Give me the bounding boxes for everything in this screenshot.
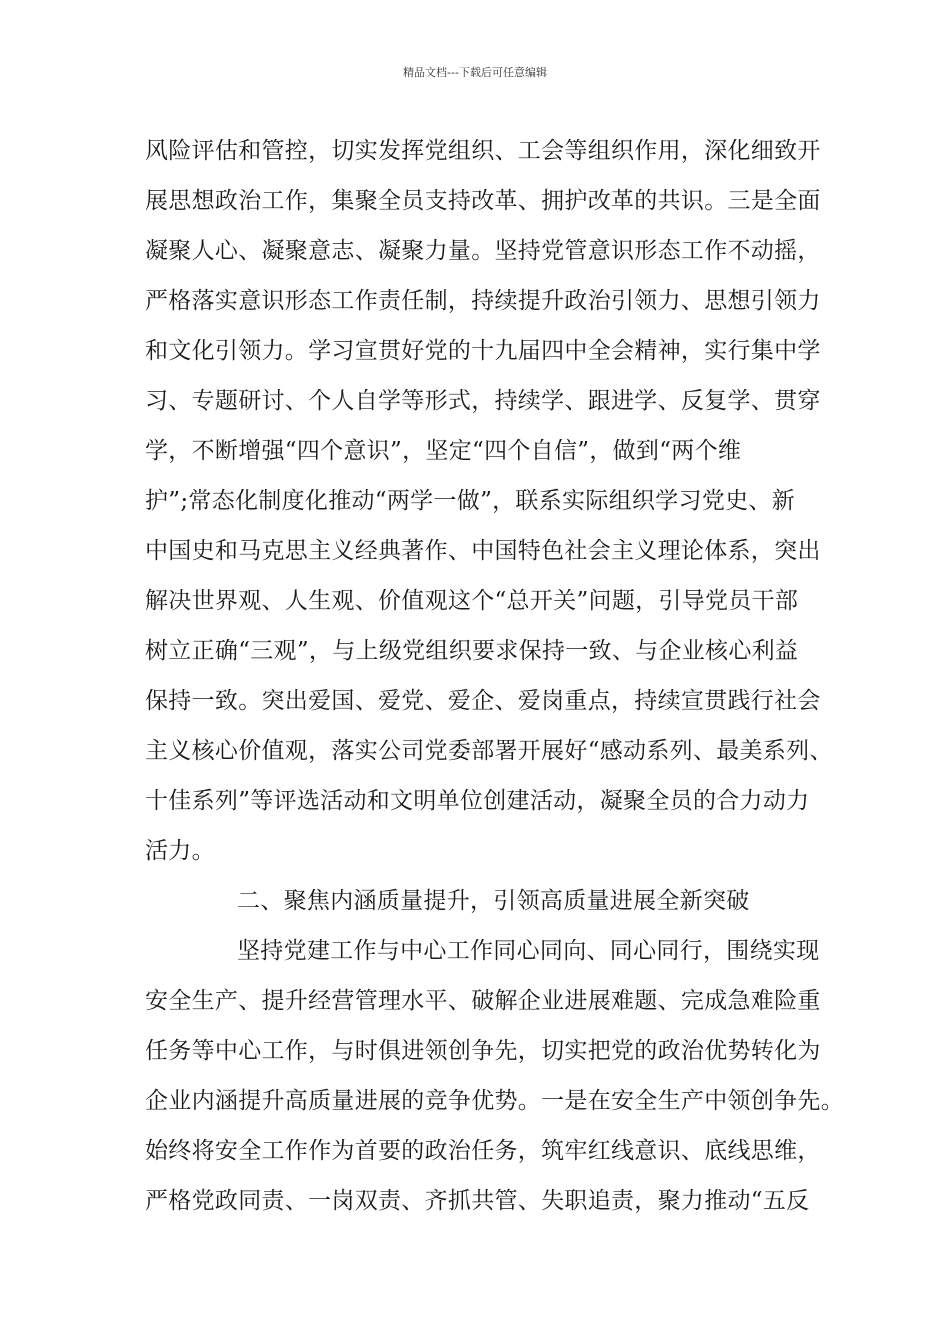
body-line: 护”;常态化制度化推动“两学一做”，联系实际组织学习党史、新 [145,488,796,514]
body-line: 习、专题研讨、个人自学等形式，持续学、跟进学、反复学、贯穿 [145,388,821,414]
body-line: 活力。 [145,838,215,864]
body-line: 安全生产、提升经营管理水平、破解企业进展难题、完成急难险重 [145,988,821,1014]
body-line: 严格落实意识形态工作责任制，持续提升政治引领力、思想引领力 [145,288,821,314]
body-line: 十佳系列”等评选活动和文明单位创建活动，凝聚全员的合力动力 [145,788,810,814]
body-line: 和文化引领力。学习宣贯好党的十九届四中全会精神，实行集中学 [145,338,821,364]
body-line: 学，不断增强“四个意识”，坚定“四个自信”，做到“两个维 [145,438,742,464]
body-line: 主义核心价值观，落实公司党委部署开展好“感动系列、最美系列、 [145,738,833,764]
body-line: 中国史和马克思主义经典著作、中国特色社会主义理论体系，突出 [145,538,821,564]
body-line: 企业内涵提升高质量进展的竞争优势。一是在安全生产中领创争先。 [145,1088,844,1114]
body-line: 严格党政同责、一岗双责、齐抓共管、失职追责，聚力推动“五反 [145,1188,810,1214]
body-line: 树立正确“三观”，与上级党组织要求保持一致、与企业核心利益 [145,638,799,664]
body-line: 凝聚人心、凝聚意志、凝聚力量。坚持党管意识形态工作不动摇， [145,238,821,264]
section-heading: 二、聚焦内涵质量提升，引领高质量进展全新突破 [237,888,750,914]
body-line: 解决世界观、人生观、价值观这个“总开关”问题，引导党员干部 [145,588,799,614]
body-line: 风险评估和管控，切实发挥党组织、工会等组织作用，深化细致开 [145,138,821,164]
body-line: 保持一致。突出爱国、爱党、爱企、爱岗重点，持续宣贯践行社会 [145,688,821,714]
body-line: 任务等中心工作，与时俱进领创争先，切实把党的政治优势转化为 [145,1038,821,1064]
page-header: 精品文档---下载后可任意编辑 [403,66,547,79]
body-line: 始终将安全工作作为首要的政治任务，筑牢红线意识、底线思维， [145,1138,821,1164]
body-line: 展思想政治工作，集聚全员支持改革、拥护改革的共识。三是全面 [145,188,821,214]
body-line: 坚持党建工作与中心工作同心同向、同心同行，围绕实现 [237,938,820,964]
